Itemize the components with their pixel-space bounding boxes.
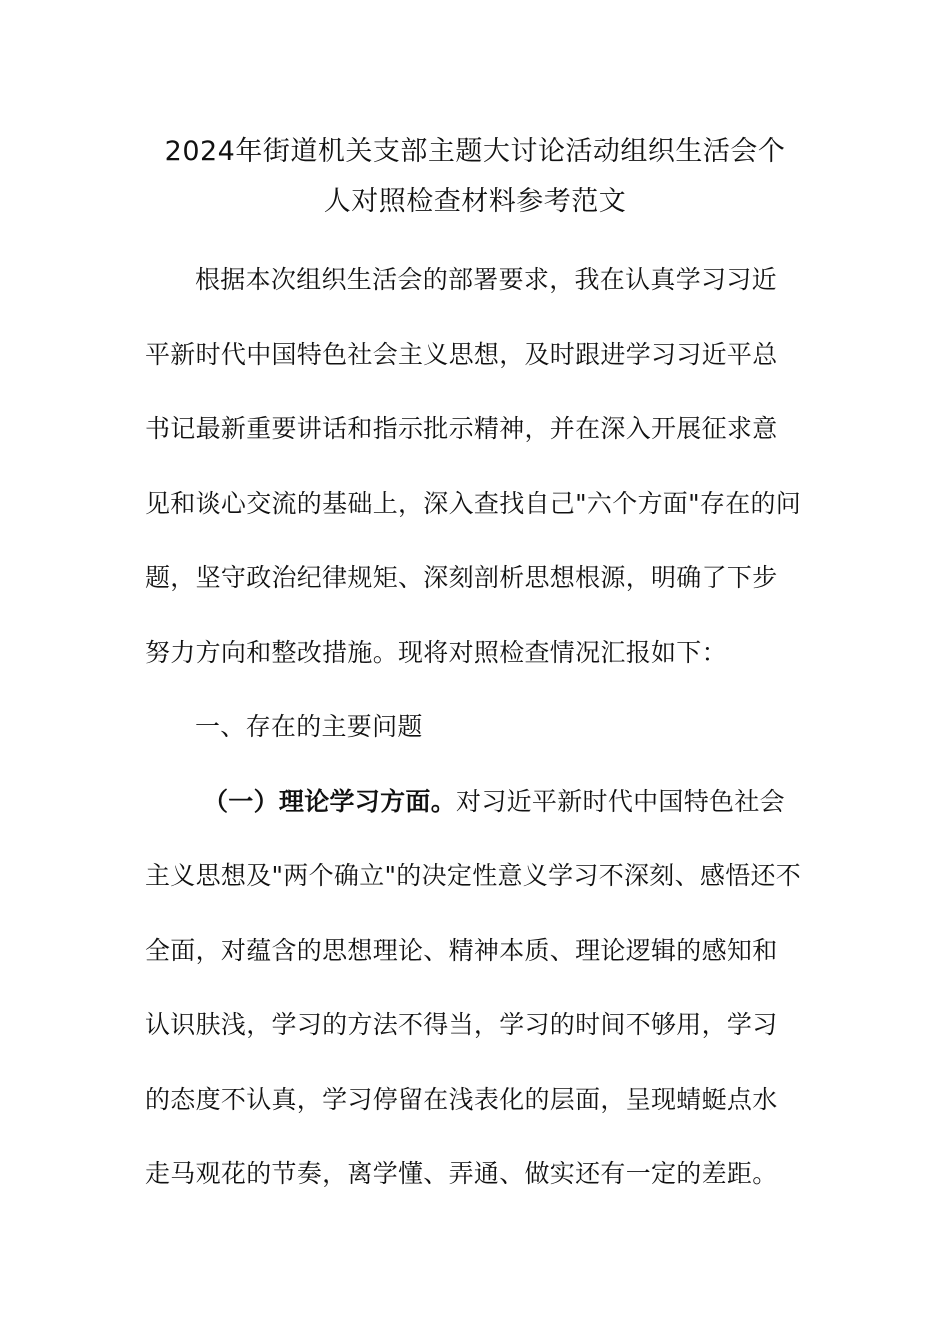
subsection-line: 走马观花的节奏，离学懂、弄通、做实还有一定的差距。 <box>145 1159 778 1188</box>
document-title-line-2: 人对照检查材料参考范文 <box>323 186 627 217</box>
subsection-line: 认识肤浅，学习的方法不得当，学习的时间不够用，学习 <box>145 1010 778 1039</box>
document-title-line-1: 2024年街道机关支部主题大讨论活动组织生活会个 <box>164 136 786 167</box>
paragraph-line: 努力方向和整改措施。现将对照检查情况汇报如下： <box>145 637 727 667</box>
subsection-label: （一）理论学习方面。 <box>203 786 457 816</box>
section-heading: 一、存在的主要问题 <box>195 712 423 741</box>
subsection-first-line-text: 对习近平新时代中国特色社会 <box>456 786 785 816</box>
document-body <box>145 243 810 1212</box>
subsection-line: 的态度不认真，学习停留在浅表化的层面，呈现蜻蜓点水 <box>145 1084 778 1114</box>
paragraph-line: 题，坚守政治纪律规矩、深刻剖析思想根源，明确了下步 <box>145 563 778 592</box>
subsection-first-line <box>145 765 810 840</box>
subsection-line: 主义思想及"两个确立"的决定性意义学习不深刻、感悟还不 <box>145 861 802 890</box>
paragraph-line: 根据本次组织生活会的部署要求，我在认真学习习近 <box>195 265 777 294</box>
paragraph-line: 见和谈心交流的基础上，深入查找自己"六个方面"存在的问 <box>145 488 802 518</box>
paragraph-line: 平新时代中国特色社会主义思想，及时跟进学习习近平总 <box>145 339 778 369</box>
subsection-line: 全面，对蕴含的思想理论、精神本质、理论逻辑的感知和 <box>145 935 778 965</box>
paragraph-line: 书记最新重要讲话和指示批示精神，并在深入开展征求意 <box>145 414 778 443</box>
